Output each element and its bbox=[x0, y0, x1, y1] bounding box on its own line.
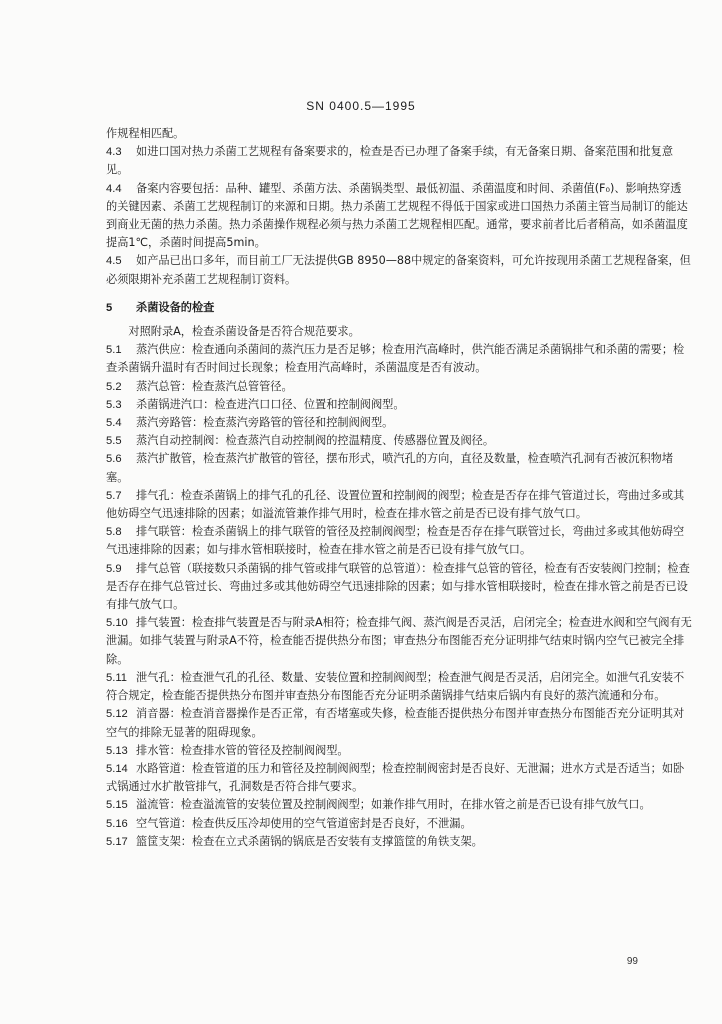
clause-text: 排气装置：检查排气装置是否与附录A相符；检查排气阀、蒸汽阀是否灵活，启闭完全；检查进水阀和空气阀有无泄漏。如排气装置与附录A不符，检查能否提供热分布图；审查热分布图能否充分证明排气结束时锅内空气已被完全排除。 bbox=[106, 616, 692, 666]
section-title: 杀菌设备的检查 bbox=[136, 300, 215, 314]
clause-item bbox=[106, 414, 692, 432]
paragraph bbox=[106, 125, 692, 143]
clause-item bbox=[106, 396, 692, 414]
page-header: SN 0400.5—1995 bbox=[306, 99, 416, 113]
clause-text: 消音器：检查消音器操作是否正常，有否堵塞或失修，检查能否提供热分布图并审查热分布图能否充分证明其对空气的排除无显著的阻碍现象。 bbox=[106, 707, 685, 739]
clause-text: 空气管道：检查供反压冷却使用的空气管道密封是否良好，不泄漏。 bbox=[136, 816, 472, 830]
clause-number: 5.8 bbox=[106, 526, 122, 539]
clause-number: 4.5 bbox=[106, 255, 122, 268]
document-body bbox=[106, 125, 692, 851]
clause-item bbox=[106, 796, 692, 814]
clause-list bbox=[106, 341, 692, 851]
clause-item bbox=[106, 432, 692, 450]
clause-text: 篮筐支架：检查在立式杀菌锅的锅底是否安装有支撑篮筐的角铁支架。 bbox=[136, 834, 483, 848]
clause-number: 5.4 bbox=[106, 417, 122, 430]
clause-item bbox=[106, 614, 692, 669]
clause-item bbox=[106, 742, 692, 760]
paragraph bbox=[106, 143, 692, 179]
clause-item bbox=[106, 760, 692, 796]
clause-item bbox=[106, 523, 692, 559]
clause-item bbox=[106, 450, 692, 486]
paragraph bbox=[106, 252, 692, 288]
clause-item bbox=[106, 341, 692, 377]
page-number: 99 bbox=[626, 956, 638, 967]
section-number: 5 bbox=[106, 301, 113, 314]
clause-number: 5.15 bbox=[106, 799, 128, 812]
clause-number: 5.16 bbox=[106, 817, 128, 830]
clause-item bbox=[106, 669, 692, 705]
clause-text: 排气联管：检查杀菌锅上的排气联管的管径及控制阀阀型；检查是否存在排气联管过长，弯曲过多或其他妨碍空气迅速排除的因素；如与排水管相联接时，检查在排水管之前是否已设有排气放气口。 bbox=[106, 525, 685, 557]
clause-number: 5.17 bbox=[106, 835, 128, 848]
clause-number: 5.3 bbox=[106, 398, 122, 411]
section-heading bbox=[106, 299, 692, 317]
clause-item bbox=[106, 378, 692, 396]
clause-item bbox=[106, 815, 692, 833]
clause-number: 5.14 bbox=[106, 762, 128, 775]
clause-text: 杀菌锅进汽口：检查进汽口口径、位置和控制阀阀型。 bbox=[136, 397, 405, 411]
clause-text: 溢流管：检查溢流管的安装位置及控制阀阀型；如兼作排气用时，在排水管之前是否已设有排气放气口。 bbox=[136, 798, 651, 812]
clause-text: 排水管：检查排水管的管径及控制阀阀型。 bbox=[136, 743, 349, 757]
clause-number: 5.5 bbox=[106, 435, 122, 448]
clause-number: 5.12 bbox=[106, 708, 128, 721]
clause-item bbox=[106, 705, 692, 741]
clause-text: 蒸汽自动控制阀：检查蒸汽自动控制阀的控温精度、传感器位置及阀径。 bbox=[136, 434, 495, 448]
paragraph-text: 作规程相匹配。 bbox=[106, 127, 185, 140]
clause-text: 排气孔：检查杀菌锅上的排气孔的孔径、设置位置和控制阀的阀型；检查是否存在排气管道过长，弯曲过多或其他妨碍空气迅速排除的因素；如溢流管兼作排气用时，检查在排水管之前是否已设有排气放气口。 bbox=[106, 488, 685, 521]
clause-text: 蒸汽总管：检查蒸汽总管管径。 bbox=[136, 379, 293, 393]
clause-number: 5.11 bbox=[106, 671, 127, 684]
paragraph-text: 如产品已出口多年，而目前工厂无法提供GB 8950—88中规定的备案资料，可允许按现用杀菌工艺规程备案，但必须限期补充杀菌工艺规程制订资料。 bbox=[106, 254, 691, 286]
clause-text: 蒸汽旁路管：检查蒸汽旁路管的管径和控制阀阀型。 bbox=[136, 416, 394, 430]
clause-number: 5.2 bbox=[106, 380, 122, 393]
clause-number: 4.3 bbox=[106, 146, 122, 159]
clause-number: 5.1 bbox=[106, 344, 122, 357]
clause-text: 蒸汽扩散管，检查蒸汽扩散管的管径，摆布形式，喷汽孔的方向，直径及数量，检查喷汽孔洞有否被沉积物堵塞。 bbox=[106, 452, 674, 484]
clause-number: 5.6 bbox=[106, 453, 122, 466]
clause-item bbox=[106, 833, 692, 851]
paragraph-text: 备案内容要包括：品种、罐型、杀菌方法、杀菌锅类型、最低初温、杀菌温度和时间、杀菌值(F₀)、影响热穿透的关键因素、杀菌工艺规程制订的来源和日期。热力杀菌工艺规程不得低于国家或进口国热力杀菌主管当局制订的能达到商业无菌的热力杀菌。热力杀菌操作规程必须与热力杀菌工艺规程相匹配。通常，要求前者比后者稍高，如杀菌温度提高1℃，杀菌时间提高5min。 bbox=[106, 181, 688, 250]
section-intro: 对照附录A，检查杀菌设备是否符合规范要求。 bbox=[128, 325, 360, 339]
paragraph-text: 如进口国对热力杀菌工艺规程有备案要求的，检查是否已办理了备案手续，有无备案日期、备案范围和批复意见。 bbox=[106, 145, 674, 177]
clause-item bbox=[106, 560, 692, 615]
clause-item bbox=[106, 487, 692, 523]
clause-number: 5.10 bbox=[106, 617, 128, 630]
clause-number: 5.9 bbox=[106, 562, 122, 575]
clause-text: 水路管道：检查管道的压力和管径及控制阀阀型；检查控制阀密封是否良好、无泄漏；进水方式是否适当；如卧式锅通过水扩散管排气，孔洞数是否符合排气要求。 bbox=[106, 761, 685, 794]
clause-text: 排气总管（联接数只杀菌锅的排气管或排气联管的总管道）：检查排气总管的管径，检查有否安装阀门控制；检查是否存在排气总管过长、弯曲过多或其他妨碍空气迅速排除的因素；如与排水管相联接时，检查在排水管之前是否已设有排气放气口。 bbox=[106, 561, 690, 612]
clause-text: 蒸汽供应：检查通向杀菌间的蒸汽压力是否足够；检查用汽高峰时，供汽能否满足杀菌锅排气和杀菌的需要；检查杀菌锅升温时有否时间过长现象；检查用汽高峰时，杀菌温度是否有波动。 bbox=[106, 343, 685, 375]
paragraph bbox=[106, 180, 692, 253]
clause-number: 4.4 bbox=[106, 182, 122, 195]
clause-number: 5.13 bbox=[106, 744, 128, 757]
clause-text: 泄气孔：检查泄气孔的孔径、数量、安装位置和控制阀阀型；检查泄气阀是否灵活，启闭完全。如泄气孔安装不符合规定，检查能否提供热分布图并审查热分布图能否充分证明杀菌锅排气结束后锅内有良好的蒸汽流通和分布。 bbox=[106, 670, 685, 703]
clause-number: 5.7 bbox=[106, 489, 122, 502]
